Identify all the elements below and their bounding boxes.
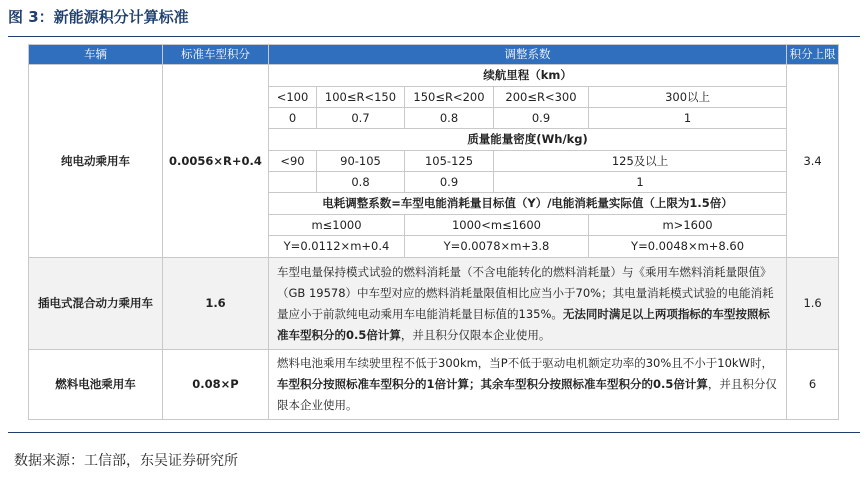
range-value: 1 bbox=[589, 108, 787, 129]
source-note: 数据来源：工信部，东吴证券研究所 bbox=[14, 453, 238, 469]
range-title: 续航里程（km） bbox=[269, 65, 787, 87]
density-title: 质量能量密度(Wh/kg) bbox=[269, 129, 787, 151]
density-value-empty bbox=[269, 172, 317, 193]
range-bin: 300以上 bbox=[589, 87, 787, 108]
bev-cap: 3.4 bbox=[787, 65, 839, 258]
density-bin: <90 bbox=[269, 151, 317, 172]
fcv-formula: 0.08×P bbox=[163, 350, 269, 420]
mass-bin: m>1600 bbox=[589, 215, 787, 236]
phev-desc-normal: 车型电量保持模式试验的燃料消耗量（不含电能转化的燃料消耗量）与《乘用车燃料消耗量限值》（GB 19578）中车型对应的燃料消耗量限值相比应当小于70%；其电量消耗模式试验的电能消耗量应小于前款纯电动乘用车电能消耗量目标值的135%。 bbox=[277, 264, 774, 321]
mass-bin: m≤1000 bbox=[269, 215, 405, 236]
phev-cap: 1.6 bbox=[787, 258, 839, 350]
density-bin: 105-125 bbox=[405, 151, 494, 172]
density-bin: 90-105 bbox=[317, 151, 405, 172]
fcv-cap: 6 bbox=[787, 350, 839, 420]
fcv-row bbox=[29, 350, 839, 420]
range-bin: 200≤R<300 bbox=[494, 87, 589, 108]
bev-name: 纯电动乘用车 bbox=[29, 65, 163, 258]
fcv-desc-bold: 车型积分按照标准车型积分的1倍计算；其余车型积分按照标准车型积分的0.5倍计算 bbox=[277, 377, 708, 391]
phev-row bbox=[29, 258, 839, 350]
header-vehicle: 车辆 bbox=[29, 45, 163, 65]
mass-bin: 1000<m≤1600 bbox=[405, 215, 589, 236]
phev-name: 插电式混合动力乘用车 bbox=[29, 258, 163, 350]
fcv-description bbox=[269, 350, 787, 420]
mass-formula: Y=0.0048×m+8.60 bbox=[589, 236, 787, 258]
header-standard-credit: 标准车型积分 bbox=[163, 45, 269, 65]
range-bin: <100 bbox=[269, 87, 317, 108]
range-value: 0 bbox=[269, 108, 317, 129]
credit-standard-table bbox=[28, 44, 839, 420]
header-adjustment: 调整系数 bbox=[269, 45, 787, 65]
fcv-name: 燃料电池乘用车 bbox=[29, 350, 163, 420]
header-credit-cap: 积分上限 bbox=[787, 45, 839, 65]
fcv-desc-tail: ，并且积分仅限本企业使用。 bbox=[277, 377, 777, 412]
range-bin: 150≤R<200 bbox=[405, 87, 494, 108]
density-value: 1 bbox=[494, 172, 787, 193]
title-rule bbox=[8, 36, 860, 37]
range-bin: 100≤R<150 bbox=[317, 87, 405, 108]
phev-desc-tail: ，并且积分仅限本企业使用。 bbox=[400, 327, 551, 342]
range-value: 0.7 bbox=[317, 108, 405, 129]
mass-formula: Y=0.0112×m+0.4 bbox=[269, 236, 405, 258]
phev-formula: 1.6 bbox=[163, 258, 269, 350]
figure-title: 图 3：新能源积分计算标准 bbox=[8, 8, 189, 26]
mass-formula: Y=0.0078×m+3.8 bbox=[405, 236, 589, 258]
header-row bbox=[29, 45, 839, 65]
footer-rule bbox=[8, 432, 860, 433]
range-value: 0.8 bbox=[405, 108, 494, 129]
consumption-title: 电耗调整系数=车型电能消耗量目标值（Y）/电能消耗量实际值（上限为1.5倍） bbox=[269, 193, 787, 215]
density-value: 0.9 bbox=[405, 172, 494, 193]
phev-desc-bold: 无法同时满足以上两项指标的车型按照标准车型积分的0.5倍计算 bbox=[277, 306, 770, 342]
fcv-desc-normal: 燃料电池乘用车续驶里程不低于300km，当P不低于驱动电机额定功率的30%且不小于10kW时， bbox=[277, 356, 773, 370]
bev-formula: 0.0056×R+0.4 bbox=[163, 65, 269, 258]
bev-range-title-row bbox=[29, 65, 839, 87]
density-bin: 125及以上 bbox=[494, 151, 787, 172]
phev-description bbox=[269, 258, 787, 350]
density-value: 0.8 bbox=[317, 172, 405, 193]
range-value: 0.9 bbox=[494, 108, 589, 129]
